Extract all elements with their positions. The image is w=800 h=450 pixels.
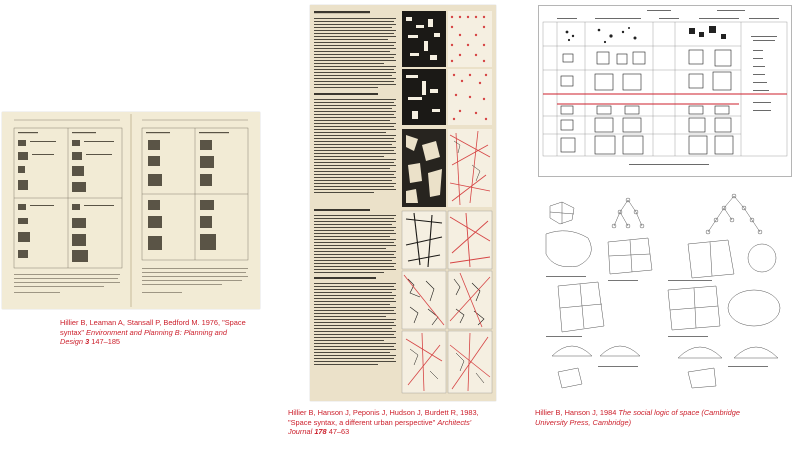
book-table-figure xyxy=(538,5,792,177)
citation-caption xyxy=(288,408,508,437)
scan-journal-pages xyxy=(310,5,496,401)
book-title: University Press, Cambridge) xyxy=(535,417,632,427)
journal-title: Journal xyxy=(288,427,313,437)
citation-text: Hillier B, Hanson J, 1984 xyxy=(535,408,617,417)
citation-line: Hillier B, Hanson J, Peponis J, Hudson J, Burdett R, 1983, xyxy=(288,408,479,417)
citation-caption xyxy=(535,408,795,427)
page-range: 147–185 xyxy=(91,337,121,347)
citation-text: "Space syntax, a different urban perspective" xyxy=(288,417,436,427)
genotype-table-diagram xyxy=(539,6,791,176)
scan-book-spread xyxy=(2,112,260,309)
volume-number: 178 xyxy=(314,427,327,437)
journal-title: Design xyxy=(60,337,84,347)
journal-title: Environment and Planning B: Planning and xyxy=(86,327,227,337)
journal-title: Architects' xyxy=(437,417,472,427)
volume-number: 3 xyxy=(85,337,90,347)
book-title: The social logic of space (Cambridge xyxy=(618,408,740,417)
building-plan-graphs xyxy=(538,186,790,396)
journal-article-figure xyxy=(310,5,496,401)
book-plans-figure xyxy=(538,186,790,396)
page-range: 47–63 xyxy=(328,427,350,437)
citation-line: Hillier B, Leaman A, Stansall P, Bedford M. 1976, "Space xyxy=(60,318,246,327)
citation-caption xyxy=(60,318,260,347)
book-pages-figure xyxy=(2,112,260,309)
citation-text: syntax" xyxy=(60,327,84,337)
